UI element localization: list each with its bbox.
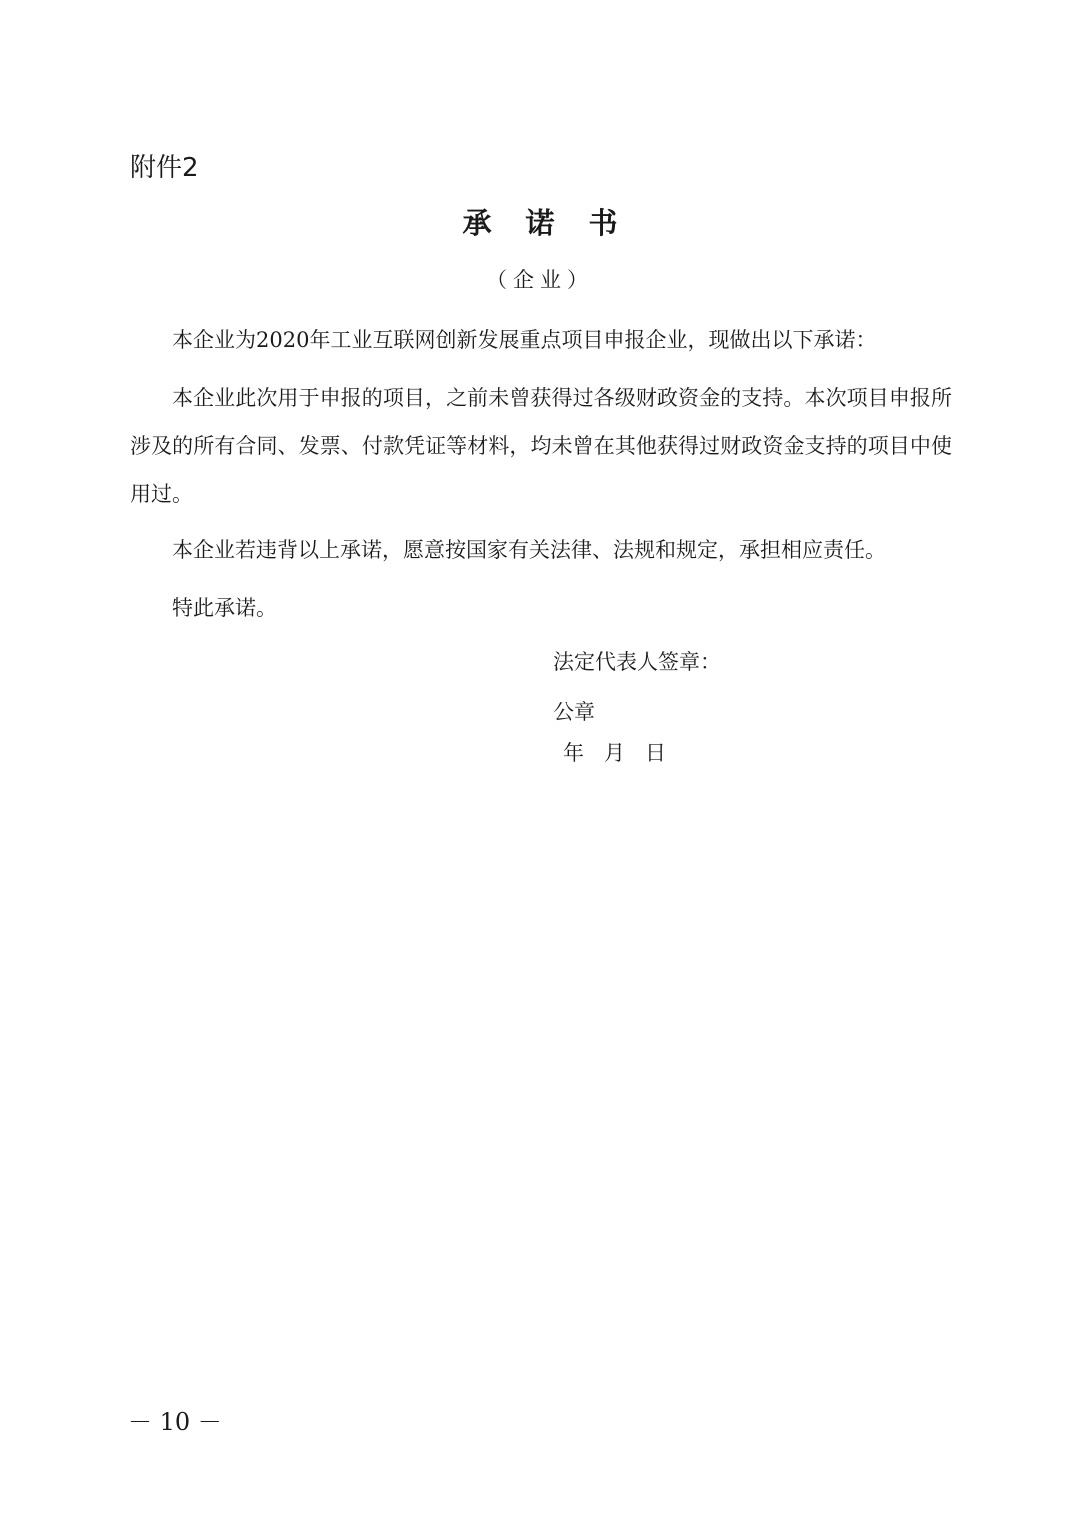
- page-number: － 10 －: [128, 1408, 222, 1436]
- attachment-label: 附件2: [130, 153, 199, 183]
- commitment-intro-paragraph: 本企业为2020年工业互联网创新发展重点项目申报企业，现做出以下承诺：: [172, 328, 877, 352]
- document-title: 承诺书: [462, 206, 652, 240]
- document-subtitle: （企业）: [486, 268, 594, 292]
- legal-representative-signature-label: 法定代表人签章：: [553, 650, 721, 674]
- date-line: 年 月 日: [563, 741, 667, 765]
- commitment-liability-paragraph: 本企业若违背以上承诺，愿意按国家有关法律、法规和规定，承担相应责任。: [172, 538, 886, 562]
- company-seal-label: 公章: [553, 700, 595, 724]
- commitment-funding-paragraph: 本企业此次用于申报的项目，之前未曾获得过各级财政资金的支持。本次项目申报所涉及的所有合同、发票、付款凭证等材料，均未曾在其他获得过财政资金支持的项目中使用过。: [130, 386, 952, 506]
- commitment-closing-paragraph: 特此承诺。: [172, 596, 277, 620]
